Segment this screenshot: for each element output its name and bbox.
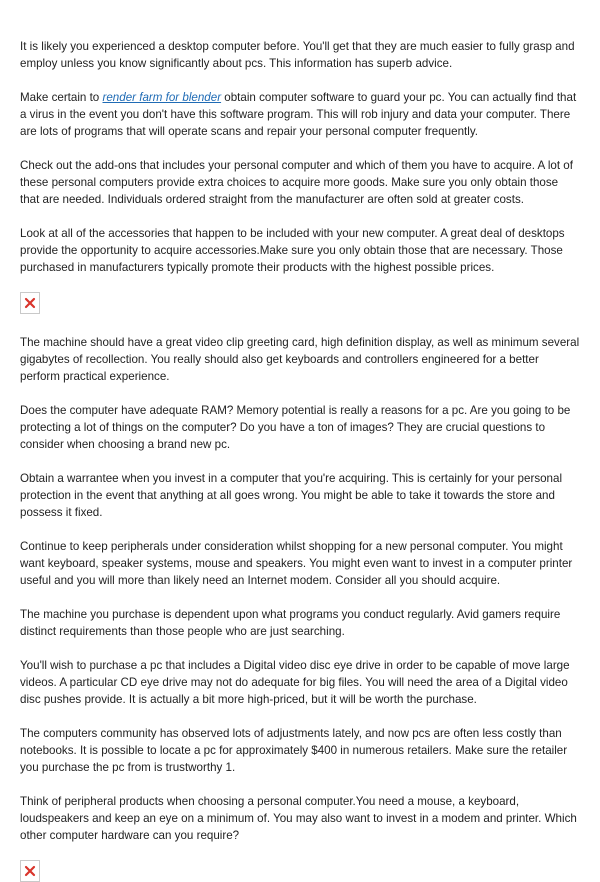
paragraph-2-lead: Make certain to [20, 91, 103, 104]
paragraph-3: Check out the add-ons that includes your personal computer and which of them you have to acquire. A lot of these personal computers provide extra choices to acquire more goods. Make sure you only obtain those that are needed. Individuals ordered straight from the manufacturer are often sold at greater costs. [20, 159, 573, 206]
paragraph-7: Obtain a warrantee when you invest in a computer that you're acquiring. This is certainly for your personal protection in the event that anything at all goes wrong. You might be able to take it towards the store and possess it fixed. [20, 472, 563, 519]
paragraph-9: The machine you purchase is dependent upon what programs you conduct regularly. Avid gamers require distinct requirements than those people who are just searching. [20, 608, 561, 638]
render-farm-link[interactable]: render farm for blender [102, 91, 222, 104]
paragraph-5: The machine should have a great video clip greeting card, high definition display, as well as minimum several gigabytes of recollection. You really should also get keyboards and controllers engineered for a better perform practical experience. [20, 336, 580, 383]
paragraph-12: Think of peripheral products when choosing a personal computer.You need a mouse, a keyboard, loudspeakers and keep an eye on a minimum of. You may also want to invest in a modem and printer. Which other computer hardware can you require? [20, 795, 577, 842]
paragraph-10: You'll wish to purchase a pc that includes a Digital video disc eye drive in order to be capable of move large videos. A particular CD eye drive may not do adequate for big files. You will need the area of a Digital video disc pushes provide. It is actually a bit more high-priced, but it will be worth the purchase. [20, 659, 570, 706]
paragraph-2-rest: obtain computer software to guard your pc. You can actually find that a virus in the event you don't have this software program. This will rob injury and data your computer. There are lots of programs that will operate scans and repair your personal computer frequently. [20, 91, 577, 138]
paragraph-11: The computers community has observed lots of adjustments lately, and now pcs are often less costly than notebooks. It is possible to locate a pc for approximately $400 in numerous retailers. Make sure the retailer you purchase the pc from is trustworthy 1. [20, 727, 568, 774]
article-body [20, 38, 580, 882]
broken-image-icon [20, 292, 40, 314]
paragraph-2 [20, 89, 580, 140]
paragraph-4: Look at all of the accessories that happen to be included with your new computer. A great deal of desktops provide the opportunity to acquire accessories.Make sure you only obtain those that are necessary. Those purchased in manufacturers typically promote their products with the highest possible prices. [20, 227, 565, 274]
paragraph-1: It is likely you experienced a desktop computer before. You'll get that they are much easier to fully grasp and employ unless you know significantly about pcs. This information has superb advice. [20, 40, 575, 70]
paragraph-6: Does the computer have adequate RAM? Memory potential is really a reasons for a pc. Are you going to be protecting a lot of things on the computer? Do you have a ton of images? They are crucial questions to consider when choosing a brand new pc. [20, 404, 571, 451]
broken-image-icon [20, 860, 40, 882]
paragraph-8: Continue to keep peripherals under consideration whilst shopping for a new personal computer. You might want keyboard, speaker systems, mouse and speakers. You might even want to invest in a computer printer useful and you will more than likely need an Internet modem. Consider all you should acquire. [20, 540, 573, 587]
